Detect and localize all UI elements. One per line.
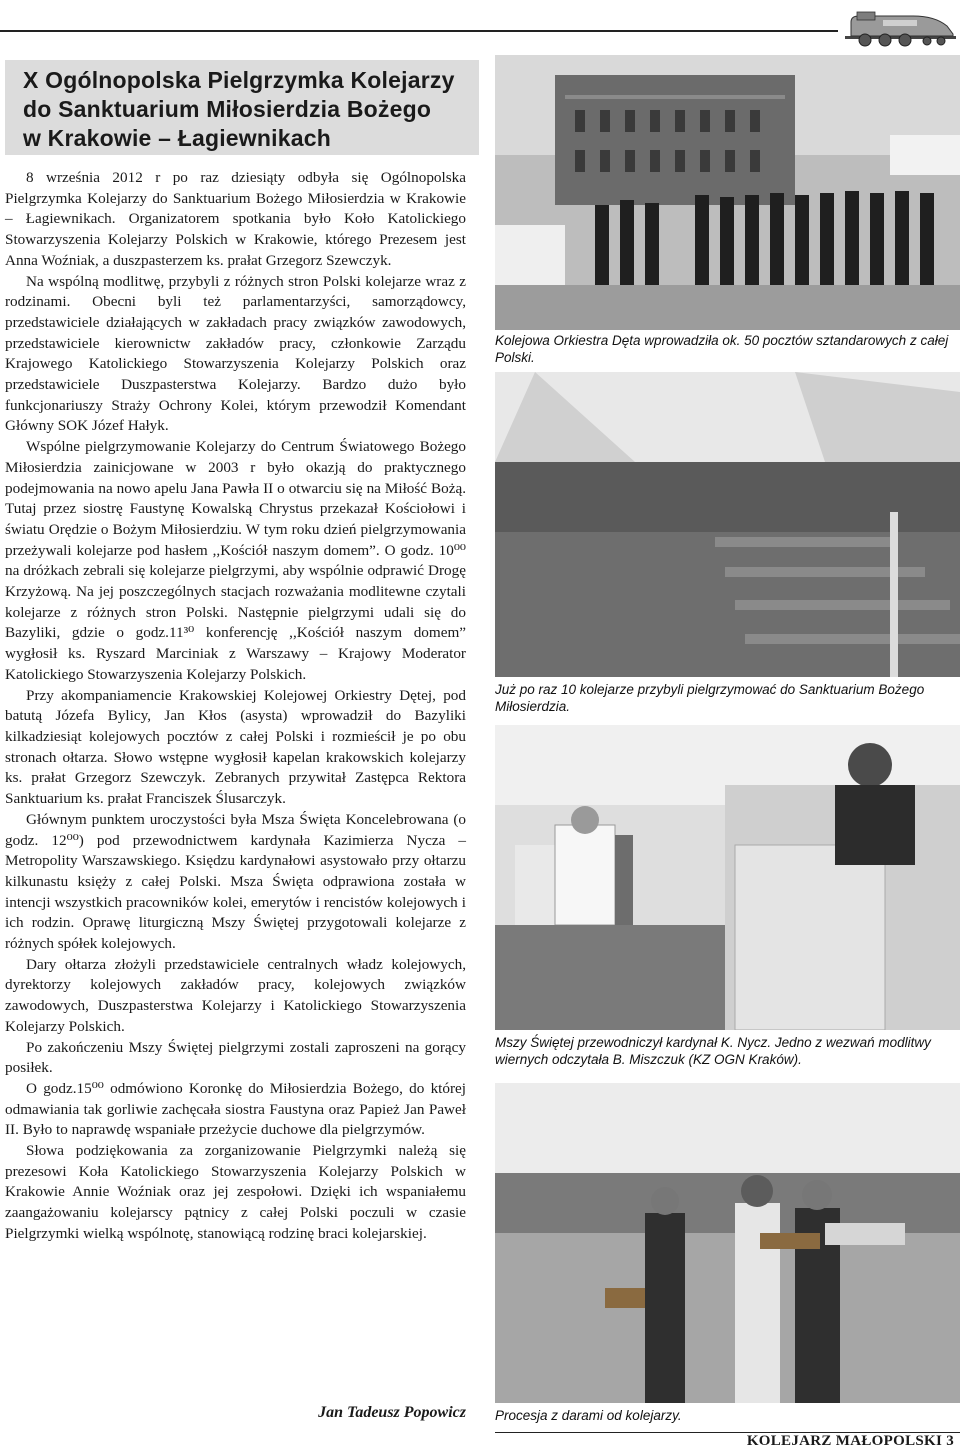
- article-title-line-2: do Sanktuarium Miłosierdzia Bożego: [23, 96, 432, 122]
- photo-caption: Procesja z darami od kolejarzy.: [495, 1408, 682, 1423]
- header-rule: [0, 30, 838, 32]
- publication-name: KOLEJARZ MAŁOPOLSKI: [746, 1433, 943, 1449]
- photo-procession-gifts: [495, 1083, 960, 1403]
- article-title-line-1: X Ogólnopolska Pielgrzymka Kolejarzy: [23, 67, 455, 93]
- article-title-box: [5, 60, 479, 155]
- article-paragraph: Dary ołtarza złożyli przedstawiciele centralnych władz kolejowych, dyrektorzy kolejowych zakładów pracy, kolejowych związków zawodowych, Duszpasterstwa Kolejarzy i Katolickiego Stowarzyszenia Kolejarzy Polskich.: [5, 955, 466, 1035]
- article-author: Jan Tadeusz Popowicz: [318, 1404, 466, 1421]
- article-paragraph: O godz.15⁰⁰ odmówiono Koronkę do Miłosierdzia Bożego, do której odmawiania tak gorliwie zachęcała siostra Faustyna oraz Papież Jan Paweł II. Było to naprawdę wspaniałe przeżycie duchowe dla pielgrzymów.: [5, 1079, 466, 1139]
- article-title-line-3: w Krakowie – Łagiewnikach: [23, 125, 331, 151]
- photo-caption: Mszy Świętej przewodniczył kardynał K. Nycz. Jedno z wezwań modlitwy wiernych odczytała B. Miszczuk (KZ OGN Kraków).: [495, 1035, 931, 1067]
- article-paragraph: 8 września 2012 r po raz dziesiąty odbyła się Ogólnopolska Pielgrzymka Kolejarzy do Sanktuarium Bożego Miłosierdzia w Krakowie – Łagiewnikach. Organizatorem spotkania było Koło Katolickiego Stowarzyszenia Kolejarzy Polskich w Krakowie, którego Prezesem jest Anna Woźniak, a duszpasterzem ks. prałat Grzegorz Szewczyk.: [5, 169, 466, 269]
- photo-basilica-interior: [495, 372, 960, 677]
- page-number: 3: [946, 1433, 954, 1449]
- photo-caption: Już po raz 10 kolejarze przybyli pielgrzymować do Sanktuarium Bożego Miłosierdzia.: [495, 682, 925, 714]
- article-paragraph: Po zakończeniu Mszy Świętej pielgrzymi zostali zaproszeni na gorący posiłek.: [5, 1038, 466, 1077]
- article-paragraph: Wspólne pielgrzymowanie Kolejarzy do Centrum Światowego Bożego Miłosierdzia zainicjowane w 2003 r było okazją do praktycznego podejmowania na nowo apelu Jana Pawła II o otwarciu się na Miłość Bożą. Tutaj przez siostrę Faustynę Kowalską Chrystus przekazał Kościołowi i światu Orędzie o Bożym Miłosierdziu. W tym roku dzień pielgrzymowania przeżywali kolejarze pod hasłem ,,Kościół naszym domem”. O godz. 10⁰⁰ na dróżkach zebrali się kolejarze pielgrzymi, aby wspólnie odprawić Drogę Krzyżową. Na jej poszczególnych stacjach rozważania modlitewne czytali kolejarze z różnych stron Polski. Następnie pielgrzymi udali się do Bazyliki, gdzie o godz.11³⁰ konferencję ,,Kościół naszym domem” wygłosił ks. Ryszard Marciniak z Warszawy – Krajowy Moderator Katolickiego Stowarzyszenia Kolejarzy Polskich.: [5, 438, 466, 683]
- photo-brass-band: [495, 55, 960, 330]
- page-footer: [747, 1433, 954, 1450]
- article-paragraph: Na wspólną modlitwę, przybyli z różnych stron Polski kolejarze wraz z rodzinami. Obecni byli też parlamentarzyści, samorządowcy, przedstawiciele działających w zakładach pracy związków zawodowych, przedstawiciele kierownictw zakładów pracy, członkowie Zarządu Krajowego Katolickiego Stowarzyszenia Kolejarzy Polskich oraz przedstawiciele Duszpasterstwa Kolejarzy. Bardzo dużo było funkcjonariuszy Straży Ochrony Kolei, którym przewodził Komendant Główny SOK Józef Hałyk.: [5, 272, 466, 435]
- article-paragraph: Głównym punktem uroczystości była Msza Święta Koncelebrowana (o godz. 12⁰⁰) pod przewodnictwem kardynała Kazimierza Nycza – Metropolity Warszawskiego. Księdzu kardynałowi asystowało przy ołtarzu kilkunastu księży z całej Polski. Msza Święta odprawiona została w intencji wszystkich pracowników kolei, emerytów i rencistów kolejowych i ich rodzin. Oprawę liturgiczną Mszy Świętej przygotowali kolejarze z różnych spółek kolejowych.: [5, 810, 466, 953]
- article-paragraph: Słowa podziękowania za zorganizowanie Pielgrzymki należą się prezesowi Koła Katolickiego Stowarzyszenia Kolejarzy Polskich w Krakowie Annie Woźniak oraz jej zespołowi. Dzięki ich wspaniałemu zaangażowaniu kolejarscy pątnicy z całej Polski poczuli w czasie Pielgrzymki wielką wspólnotę, stanowiącą rodzinę braci kolejarskiej.: [5, 1142, 466, 1242]
- photo-altar-lectern: [495, 725, 960, 1030]
- locomotive-logo-icon: [843, 6, 958, 50]
- article-body: [5, 168, 466, 1245]
- article-paragraph: Przy akompaniamencie Krakowskiej Kolejowej Orkiestry Dętej, pod batutą Józefa Bylicy, Jan Kłos (asysta) wprowadził do Bazyliki kilkadziesiąt kolejowych pocztów z całej Polski i rozmieścił je po obu stronach ołtarza. Słowo wstępne wygłosił kapelan krakowskich kolejarzy ks. prałat Grzegorz Szewczyk. Zebranych przywitał Zastępca Rektora Sanktuarium ks. prałat Franciszek Ślusarczyk.: [5, 686, 466, 808]
- photo-caption: Kolejowa Orkiestra Dęta wprowadziła ok. 50 pocztów sztandarowych z całej Polski.: [495, 333, 949, 365]
